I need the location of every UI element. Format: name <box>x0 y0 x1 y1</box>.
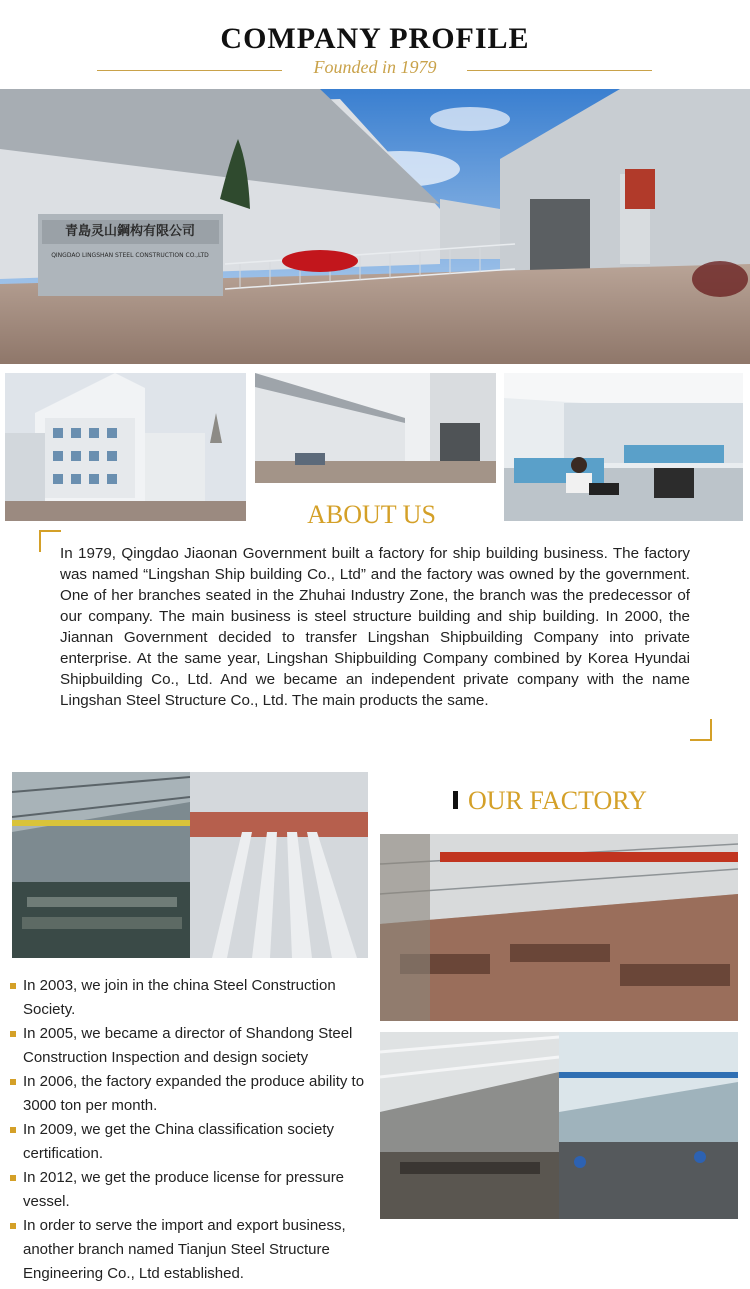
bullet-icon <box>10 1223 16 1229</box>
hero-factory-gate-photo <box>0 89 750 364</box>
page-title: COMPANY PROFILE <box>220 22 530 55</box>
office-interior-photo <box>504 373 743 521</box>
factory-title-bar <box>453 791 458 809</box>
milestones-list <box>10 974 375 1286</box>
office-building-photo <box>5 373 246 521</box>
about-corner-bottom-right <box>690 719 712 741</box>
milestone-text: In 2006, the factory expanded the produce ability to 3000 ton per month. <box>23 1073 365 1114</box>
milestone-item <box>10 1070 375 1118</box>
about-corner-top-left <box>39 530 61 552</box>
factory-hall-photo-2 <box>380 1032 738 1219</box>
milestone-item <box>10 1214 375 1286</box>
about-paragraph: In 1979, Qingdao Jiaonan Government built a factory for ship building business. The factory was named “Lingshan Ship building Co., Ltd” and the factory was owned by the government. One of her branches seated in the Zhuhai Industry Zone, the branch was the predecessor of our company. The main business is steel structure building and ship building. In 2000, the Jiannan Government decided to transfer Lingshan Shipbuilding Company into private enterprise. At the same year, Lingshan Shipbuilding Company combined by Korea Hyundai Shipbuilding Co., Ltd. And we became an independent private company with the name Lingshan Steel Structure Co., Ltd. The main products the same. <box>60 545 690 709</box>
about-us-title: ABOUT US <box>307 500 436 529</box>
milestone-item <box>10 1118 375 1166</box>
milestone-item <box>10 974 375 1022</box>
factory-hall-photo-1 <box>380 834 738 1021</box>
our-factory-title: OUR FACTORY <box>468 786 647 815</box>
bullet-icon <box>10 1079 16 1085</box>
bullet-icon <box>10 1127 16 1133</box>
milestone-text: In 2012, we get the produce license for pressure vessel. <box>23 1169 345 1210</box>
milestone-text: In order to serve the import and export business, another branch named Tianjun Steel Structure Engineering Co., Ltd established. <box>23 1217 346 1282</box>
milestone-item <box>10 1166 375 1214</box>
steel-beams-photo <box>12 772 368 958</box>
milestone-text: In 2003, we join in the china Steel Construction Society. <box>23 977 336 1018</box>
bullet-icon <box>10 1031 16 1037</box>
milestone-text: In 2009, we get the China classification society certification. <box>23 1121 335 1162</box>
milestone-text: In 2005, we became a director of Shandong Steel Construction Inspection and design society <box>23 1025 353 1066</box>
bullet-icon <box>10 983 16 989</box>
workshop-yard-photo <box>255 373 496 483</box>
hero-sign-english: QINGDAO LINGSHAN STEEL CONSTRUCTION CO.,LTD <box>51 252 209 259</box>
hero-sign-chinese: 青島灵山鋼构有限公司 <box>64 224 196 239</box>
founded-subtitle: Founded in 1979 <box>313 57 437 77</box>
milestone-item <box>10 1022 375 1070</box>
bullet-icon <box>10 1175 16 1181</box>
